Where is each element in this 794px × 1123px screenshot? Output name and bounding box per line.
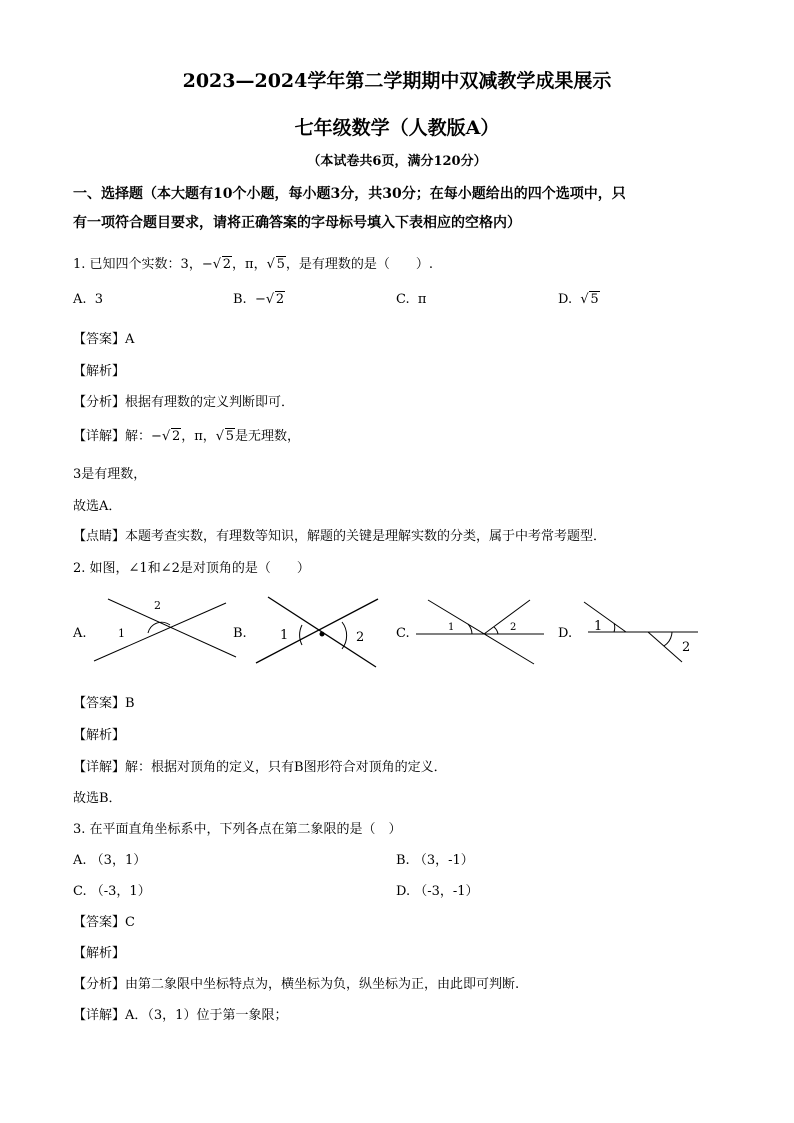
option-text: （3，-1）	[413, 853, 474, 868]
fenxi-tag: 【分析】	[73, 395, 126, 410]
angle-label-2: 2	[682, 640, 691, 655]
q2-line2: 故选B．	[73, 791, 122, 806]
q1-xiangjie	[73, 425, 300, 444]
q1-fenxi	[73, 391, 294, 410]
q2-figure-b	[250, 593, 385, 671]
q1-num-3: 3	[180, 257, 189, 272]
q2-option-c-letter: C.	[396, 626, 410, 641]
q1-answer	[73, 328, 134, 347]
xiangjie-minus: −	[151, 429, 162, 444]
q3-fenxi	[73, 973, 519, 992]
option-letter: A.	[73, 853, 87, 868]
angle-label-1: 1	[594, 619, 603, 634]
xiangjie-tag: 【详解】	[73, 1008, 126, 1023]
q1-stem	[73, 253, 433, 272]
q3-xiangjie	[73, 1004, 287, 1023]
q1-minus: −	[201, 257, 213, 272]
option-letter: C.	[396, 292, 410, 307]
xiangjie-tag: 【详解】	[73, 429, 126, 444]
option-radicand: 5	[590, 292, 599, 307]
exam-title: 2023—2024学年第二学期期中双减教学成果展示	[182, 70, 612, 92]
q2-figure-c	[412, 598, 547, 668]
option-text: （3，1）	[90, 853, 147, 868]
sqrt-symbol: √ 5	[215, 429, 235, 444]
q1-stem-suffix: ，是有理数的是（ ）.	[285, 257, 434, 272]
angle-label-2: 2	[356, 630, 365, 645]
q1-stem-prefix: 1. 已知四个实数：	[73, 257, 181, 272]
q1-sep: ，	[188, 257, 202, 272]
q1-option-d	[558, 292, 600, 307]
option-text: （-3，-1）	[414, 884, 479, 899]
sqrt-symbol: √ 5	[580, 292, 599, 307]
fenxi-tag: 【分析】	[73, 977, 126, 992]
option-letter: B.	[396, 853, 410, 868]
xiangjie-pi: ，π，	[181, 429, 216, 444]
sqrt-symbol: √ 5	[266, 257, 285, 272]
angle-label-1: 1	[280, 628, 289, 643]
option-text: −	[254, 292, 266, 307]
angle-label-1: 1	[448, 622, 455, 633]
q2-option-a-letter: A.	[73, 626, 87, 641]
angle-label-2: 2	[510, 622, 517, 633]
option-text: （-3，1）	[90, 884, 151, 899]
q1-sep: ，	[232, 257, 246, 272]
q2-option-d-letter: D.	[558, 626, 573, 641]
option-text: π	[417, 292, 427, 307]
q1-jiexi: 【解析】	[73, 364, 126, 379]
option-radicand: 2	[275, 292, 285, 307]
q3-option-b	[396, 849, 474, 868]
q1-rad2: 2	[222, 257, 232, 272]
option-letter: D.	[558, 292, 573, 307]
q2-option-b-letter: B.	[233, 626, 247, 641]
q1-dianjing	[73, 525, 606, 544]
q2-xiangjie	[73, 756, 447, 775]
option-letter: C.	[73, 884, 87, 899]
fenxi-text: 根据有理数的定义判断即可．	[125, 395, 295, 410]
dianjing-tag: 【点睛】	[73, 529, 126, 544]
xiangjie-rad2: 2	[171, 429, 181, 444]
q1-option-b	[233, 292, 285, 307]
q3-option-c	[73, 880, 151, 899]
sqrt-symbol: √ 2	[265, 292, 285, 307]
q3-stem: 3. 在平面直角坐标系中，下列各点在第二象限的是（ ）	[73, 822, 402, 837]
q2-jiexi: 【解析】	[73, 728, 126, 743]
sqrt-symbol: √ 2	[212, 257, 232, 272]
exam-info: （本试卷共6页，满分120分）	[307, 154, 487, 169]
answer-tag: 【答案】	[73, 332, 126, 347]
q3-option-d	[396, 880, 479, 899]
exam-grade-title: 七年级数学（人教版A）	[294, 117, 500, 139]
xiangjie-prefix: 解：	[125, 429, 152, 444]
q1-line2: 3是有理数，	[73, 467, 147, 482]
q1-pi: π	[245, 257, 254, 272]
answer-value: A	[125, 332, 135, 347]
option-letter: A.	[73, 292, 87, 307]
xiangjie-tag: 【详解】	[73, 760, 126, 775]
section-heading-line2: 有一项符合题目要求，请将正确答案的字母标号填入下表相应的空格内）	[73, 215, 521, 231]
angle-label-1: 1	[118, 627, 125, 640]
q1-option-a	[73, 292, 103, 307]
xiangjie-rad5: 5	[225, 429, 235, 444]
xiangjie-text: 解：根据对顶角的定义，只有B图形符合对顶角的定义．	[125, 760, 447, 775]
xiangjie-text: A．（3，1）位于第一象限；	[125, 1008, 288, 1023]
answer-value: B	[125, 696, 135, 711]
section-heading-line1: 一、选择题（本大题有10个小题，每小题3分，共30分；在每小题给出的四个选项中，只	[73, 186, 626, 202]
q2-stem: 2. 如图，∠1和∠2是对顶角的是（ ）	[73, 561, 310, 576]
q2-figure-d	[578, 600, 703, 668]
angle-label-2: 2	[154, 599, 161, 612]
q1-option-c	[396, 292, 426, 307]
xiangjie-suffix: 是无理数，	[235, 429, 301, 444]
q1-sep: ，	[253, 257, 267, 272]
q1-rad5: 5	[276, 257, 285, 272]
q2-figure-a	[88, 593, 238, 668]
q3-answer	[73, 911, 135, 930]
fenxi-text: 由第二象限中坐标特点为，横坐标为负，纵坐标为正，由此即可判断.	[125, 977, 520, 992]
sqrt-symbol: √ 2	[161, 429, 181, 444]
option-letter: B.	[233, 292, 247, 307]
option-text: 3	[94, 292, 104, 307]
q1-line3: 故选A．	[73, 499, 122, 514]
answer-tag: 【答案】	[73, 696, 126, 711]
answer-tag: 【答案】	[73, 915, 126, 930]
q2-answer	[73, 692, 135, 711]
option-letter: D.	[396, 884, 411, 899]
q3-jiexi: 【解析】	[73, 946, 126, 961]
q3-option-a	[73, 849, 146, 868]
answer-value: C	[125, 915, 135, 930]
dianjing-text: 本题考查实数，有理数等知识，解题的关键是理解实数的分类，属于中考常考题型．	[125, 529, 607, 544]
